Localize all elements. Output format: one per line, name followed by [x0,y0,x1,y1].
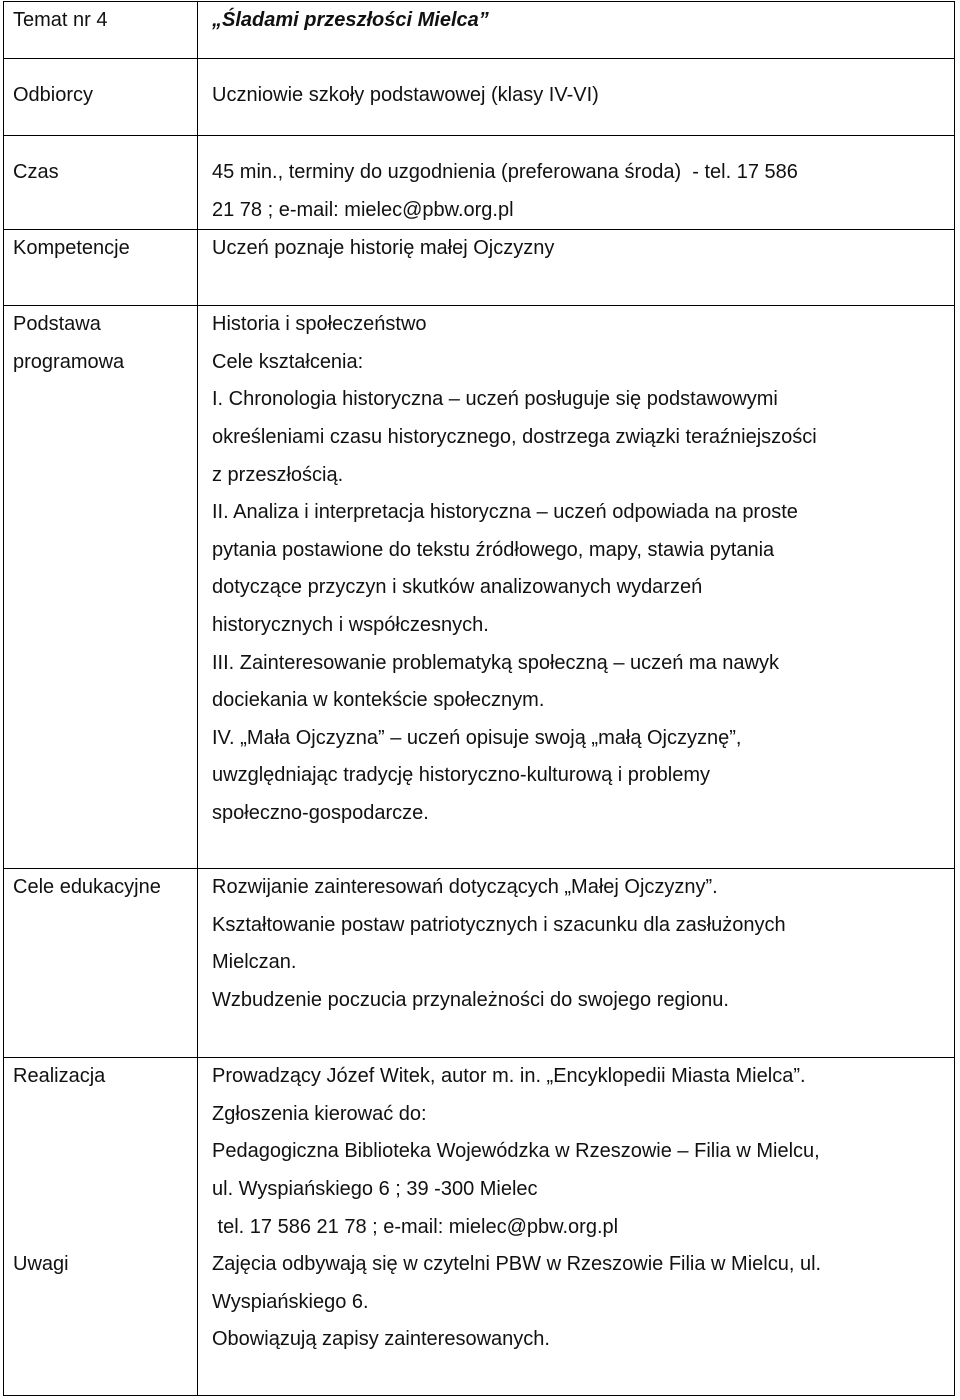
implementation-text-line: Zgłoszenia kierować do: [212,1102,427,1125]
competencies-row [4,230,955,306]
educational-goals-text-line: Mielczan. [212,951,297,974]
implementation-label: Realizacja [13,1065,106,1088]
curriculum-text-line: dociekania w kontekście społecznym. [212,689,545,712]
educational-goals-label: Cele edukacyjne [13,876,161,899]
topic-title: „Śladami przeszłości Mielca” [212,9,489,31]
topic-label: Temat nr 4 [13,9,108,31]
time-content-cell [198,136,955,230]
implementation-text-line: Pedagogiczna Biblioteka Wojewódzka w Rzeszowie – Filia w Mielcu, [212,1140,820,1163]
curriculum-label-line: programowa [13,350,125,373]
curriculum-text-line: społeczno-gospodarcze. [212,801,429,824]
topic-row [4,2,955,59]
time-text-line: 21 78 ; e-mail: mielec@pbw.org.pl [212,198,514,221]
topic-label-cell [4,2,198,59]
time-text-line: 45 min., terminy do uzgodnienia (preferowana środa) - tel. 17 586 [212,161,798,183]
educational-goals-text-line: Wzbudzenie poczucia przynależności do swojego regionu. [212,988,729,1011]
audience-label: Odbiorcy [13,84,94,106]
curriculum-text-line: pytania postawione do tekstu źródłowego, mapy, stawia pytania [212,538,775,561]
topic-content-cell [198,2,955,59]
time-row [4,136,955,230]
time-label-cell [4,136,198,230]
notes-text-line: Zajęcia odbywają się w czytelni PBW w Rzeszowie Filia w Mielcu, ul. [212,1253,822,1276]
curriculum-text-line: Historia i społeczeństwo [212,313,427,336]
implementation-and-notes-content-cell [198,1058,955,1396]
curriculum-label-cell [4,306,198,869]
audience-content-cell [198,59,955,136]
curriculum-text-line: Cele kształcenia: [212,350,364,373]
curriculum-text-line: historycznych i współczesnych. [212,613,489,636]
curriculum-text-line: z przeszłością. [212,463,344,486]
notes-text-line: Wyspiańskiego 6. [212,1290,369,1313]
implementation-text-line: Prowadzący Józef Witek, autor m. in. „Encyklopedii Miasta Mielca”. [212,1065,806,1088]
curriculum-text-line: II. Analiza i interpretacja historyczna – uczeń odpowiada na proste [212,501,798,524]
curriculum-text-line: dotyczące przyczyn i skutków analizowanych wydarzeń [212,576,703,599]
curriculum-text-line: uwzględniając tradycję historyczno-kulturową i problemy [212,764,710,787]
educational-goals-row [4,869,955,1058]
competencies-text: Uczeń poznaje historię małej Ojczyzny [212,237,555,260]
curriculum-content-cell [198,306,955,869]
curriculum-text-line: IV. „Mała Ojczyzna” – uczeń opisuje swoją „małą Ojczyznę”, [212,726,742,749]
curriculum-label-line: Podstawa [13,313,101,336]
lesson-info-table [3,1,955,1396]
educational-goals-text-line: Kształtowanie postaw patriotycznych i szacunku dla zasłużonych [212,913,786,936]
implementation-and-notes-label-cell [4,1058,198,1396]
curriculum-text-line: I. Chronologia historyczna – uczeń posługuje się podstawowymi [212,388,778,411]
audience-row [4,59,955,136]
time-label: Czas [13,161,59,183]
audience-label-cell [4,59,198,136]
competencies-label: Kompetencje [13,237,130,260]
notes-label: Uwagi [13,1253,69,1276]
audience-text: Uczniowie szkoły podstawowej (klasy IV-VI) [212,84,599,106]
competencies-label-cell [4,230,198,306]
educational-goals-label-cell [4,869,198,1058]
educational-goals-content-cell [198,869,955,1058]
implementation-and-notes-row [4,1058,955,1396]
curriculum-text-line: określeniami czasu historycznego, dostrzega związki teraźniejszości [212,425,817,448]
educational-goals-text-line: Rozwijanie zainteresowań dotyczących „Małej Ojczyzny”. [212,876,718,899]
competencies-content-cell [198,230,955,306]
implementation-text-line: ul. Wyspiańskiego 6 ; 39 -300 Mielec [212,1177,538,1200]
implementation-text-line: tel. 17 586 21 78 ; e-mail: mielec@pbw.org.pl [212,1215,619,1238]
curriculum-row [4,306,955,869]
notes-text-line: Obowiązują zapisy zainteresowanych. [212,1328,550,1351]
curriculum-text-line: III. Zainteresowanie problematyką społeczną – uczeń ma nawyk [212,651,779,674]
